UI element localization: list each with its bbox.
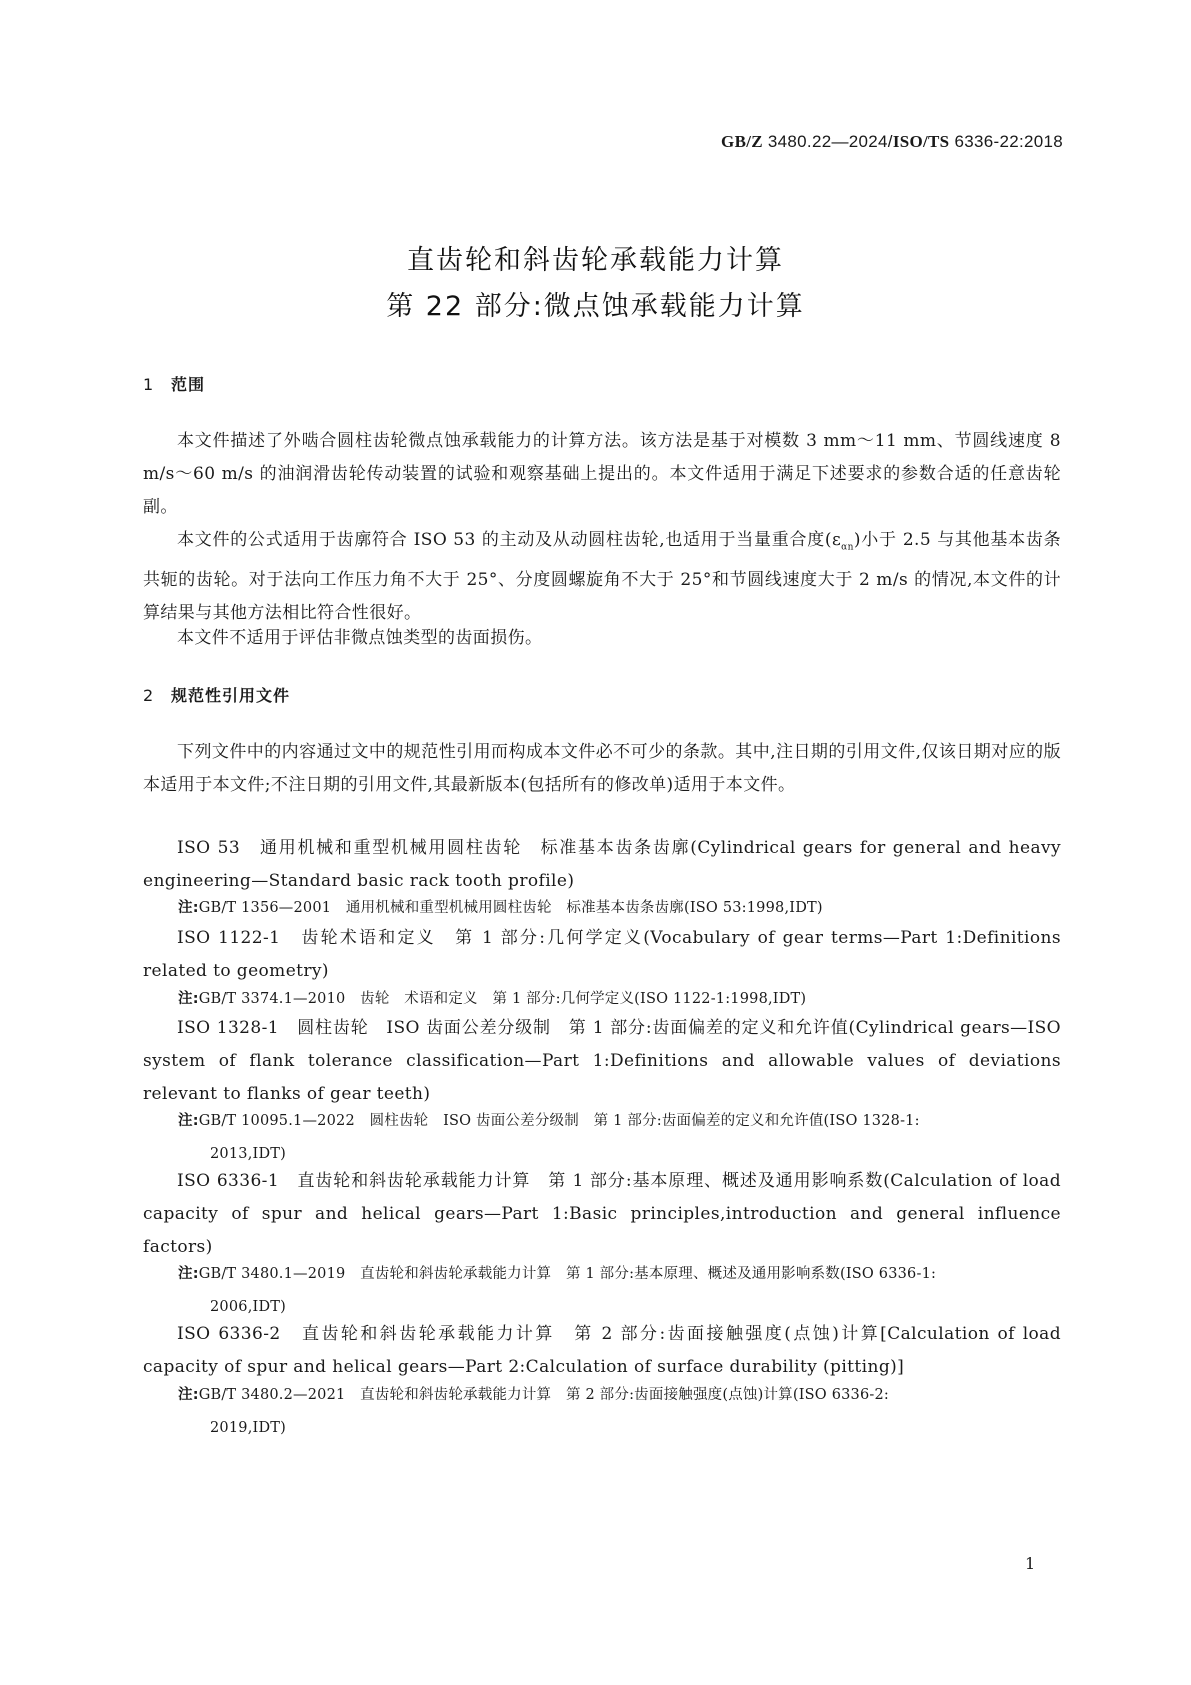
section-2-intro: 下列文件中的内容通过文中的规范性引用而构成本文件必不可少的条款。其中,注日期的引用文件,仅该日期对应的版本适用于本文件;不注日期的引用文件,其最新版本(包括所有的修改单)适用于本文件。 xyxy=(143,742,1061,795)
reference-note xyxy=(178,1258,1063,1324)
page-number: 1 xyxy=(1025,1554,1036,1573)
p2-text-b: )小于 2.5 与其他基本齿条共轭的齿轮。对于法向工作压力角不大于 25°、分度圆螺旋角不大于 25°和节圆线速度大于 2 m/s 的情况,本文件的计算结果与其他方法相比符合性很好。 xyxy=(143,530,1061,624)
section-number: 2 xyxy=(143,686,155,705)
section-1-paragraph-1: 本文件描述了外啮合圆柱齿轮微点蚀承载能力的计算方法。该方法是基于对模数 3 mm～11 mm、节圆线速度 8 m/s～60 m/s 的油润滑齿轮传动装置的试验和观察基础上提出的。本文件适用于满足下述要求的参数合适的任意齿轮副。 xyxy=(143,431,1061,517)
section-title: 规范性引用文件 xyxy=(171,686,291,705)
note-continuation: 2013,IDT) xyxy=(210,1146,286,1162)
note-label: 注: xyxy=(178,1387,199,1403)
reference-note xyxy=(178,1105,1063,1171)
iso-number: 6336-22:2018 xyxy=(954,132,1063,151)
section-1-heading xyxy=(143,372,205,395)
reference-iso-6336-2: ISO 6336-2 直齿轮和斜齿轮承载能力计算 第 2 部分:齿面接触强度(点蚀)计算[Calculation of load capacity of spur and helical gears—Part 2:Calculation of surface durability (pitting)] xyxy=(143,1324,1061,1377)
standard-prefix: GB/Z xyxy=(721,132,763,151)
note-label: 注: xyxy=(178,991,199,1007)
section-number: 1 xyxy=(143,375,155,394)
page-title xyxy=(0,238,1191,330)
note-label: 注: xyxy=(178,900,199,916)
p2-text-a: 本文件的公式适用于齿廓符合 ISO 53 的主动及从动圆柱齿轮,也适用于当量重合度(ε xyxy=(177,530,842,550)
note-text: GB/T 3480.1—2019 直齿轮和斜齿轮承载能力计算 第 1 部分:基本原理、概述及通用影响系数(ISO 6336-1: xyxy=(198,1266,937,1282)
note-label: 注: xyxy=(178,1113,199,1129)
note-label: 注: xyxy=(178,1266,199,1282)
reference-iso-1122-1: ISO 1122-1 齿轮术语和定义 第 1 部分:几何学定义(Vocabulary of gear terms—Part 1:Definitions related to geometry) xyxy=(143,928,1061,981)
note-continuation: 2019,IDT) xyxy=(210,1420,286,1436)
section-title: 范围 xyxy=(171,375,206,394)
reference-iso-6336-1: ISO 6336-1 直齿轮和斜齿轮承载能力计算 第 1 部分:基本原理、概述及通用影响系数(Calculation of load capacity of spur and helical gears—Part 1:Basic principles,introduction and general influence factors) xyxy=(143,1171,1061,1257)
document-header xyxy=(721,132,1063,152)
reference-iso-53: ISO 53 通用机械和重型机械用圆柱齿轮 标准基本齿条齿廓(Cylindrical gears for general and heavy engineering—Standard basic rack tooth profile) xyxy=(143,838,1061,891)
subscript-alpha-n: αn xyxy=(841,542,854,553)
reference-note xyxy=(178,1379,1063,1445)
note-text: GB/T 3374.1—2010 齿轮 术语和定义 第 1 部分:几何学定义(ISO 1122-1:1998,IDT) xyxy=(198,991,807,1007)
section-2-heading xyxy=(143,683,290,706)
reference-note xyxy=(178,892,1063,925)
note-text: GB/T 10095.1—2022 圆柱齿轮 ISO 齿面公差分级制 第 1 部分:齿面偏差的定义和允许值(ISO 1328-1: xyxy=(198,1113,920,1129)
title-line-2: 第 22 部分:微点蚀承载能力计算 xyxy=(386,291,805,322)
section-1-paragraph-2 xyxy=(143,524,1061,630)
note-continuation: 2006,IDT) xyxy=(210,1299,286,1315)
note-text: GB/T 1356—2001 通用机械和重型机械用圆柱齿轮 标准基本齿条齿廓(ISO 53:1998,IDT) xyxy=(198,900,823,916)
iso-prefix: ISO/TS xyxy=(892,132,950,151)
reference-iso-1328-1: ISO 1328-1 圆柱齿轮 ISO 齿面公差分级制 第 1 部分:齿面偏差的定义和允许值(Cylindrical gears—ISO system of flank tolerance classification—Part 1:Definitions and allowable values of deviations relevant to flanks of gear teeth) xyxy=(143,1018,1061,1104)
note-text: GB/T 3480.2—2021 直齿轮和斜齿轮承载能力计算 第 2 部分:齿面接触强度(点蚀)计算(ISO 6336-2: xyxy=(198,1387,890,1403)
standard-number: 3480.22—2024/ xyxy=(767,132,893,151)
title-line-1: 直齿轮和斜齿轮承载能力计算 xyxy=(407,245,784,276)
section-1-paragraph-3: 本文件不适用于评估非微点蚀类型的齿面损伤。 xyxy=(177,628,543,648)
